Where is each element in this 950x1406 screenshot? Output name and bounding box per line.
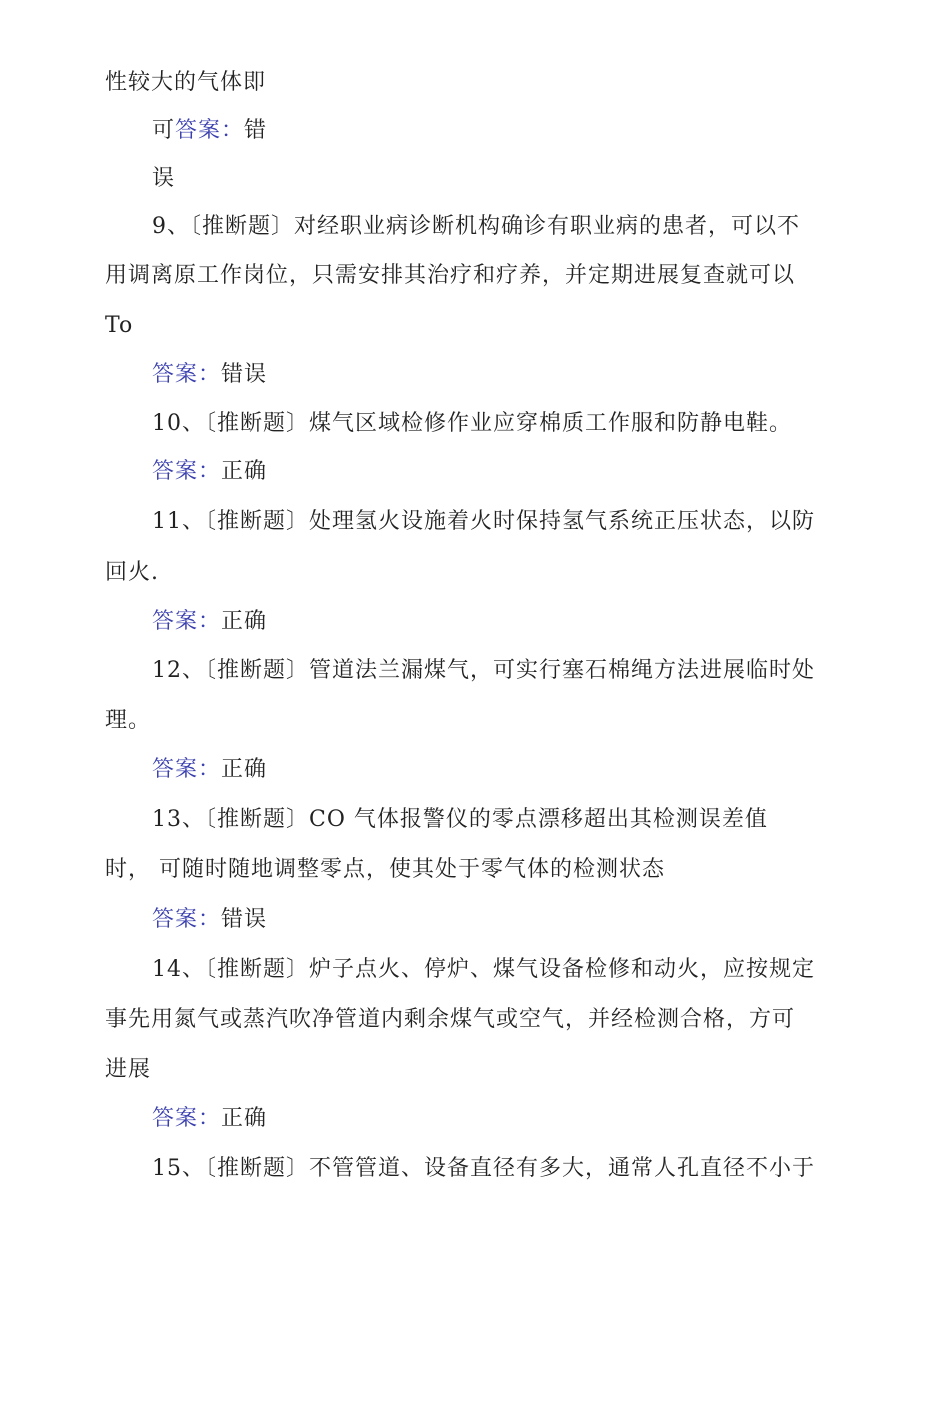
answer-label: 答案：	[175, 118, 245, 143]
answer-label: 答案：	[152, 1106, 222, 1131]
question-13-line-2: 时， 可随时随地调整零点，使其处于零气体的检测状态	[105, 857, 665, 882]
fragment-line-1: 性较大的气体即	[105, 70, 267, 95]
fragment-answer-line	[152, 116, 267, 146]
answer-value: 正确	[221, 1106, 268, 1131]
question-15-line-1: 15、〔推断题〕不管管道、设备直径有多大，通常人孔直径不小于	[152, 1156, 815, 1181]
question-9-line-2: 用调离原工作岗位，只需安排其治疗和疗养，并定期进展复查就可以	[105, 263, 796, 288]
question-11-answer	[152, 607, 267, 637]
fragment-line-3: 误	[152, 166, 176, 191]
question-12-line-2: 理。	[105, 708, 152, 733]
question-14-line-3: 进展	[105, 1057, 152, 1082]
answer-label: 答案：	[152, 362, 222, 387]
answer-value: 错误	[221, 362, 268, 387]
question-10-answer	[152, 457, 267, 487]
question-13-answer	[152, 905, 267, 935]
question-12-line-1: 12、〔推断题〕管道法兰漏煤气，可实行塞石棉绳方法进展临时处	[152, 658, 815, 683]
question-9-line-3: To	[105, 313, 134, 338]
answer-label: 答案：	[152, 907, 222, 932]
question-11-line-1: 11、〔推断题〕处理氢火设施着火时保持氢气系统正压状态，以防	[152, 509, 815, 534]
question-9-line-1: 9、〔推断题〕对经职业病诊断机构确诊有职业病的患者，可以不	[152, 214, 800, 239]
question-10-line-1: 10、〔推断题〕煤气区域检修作业应穿棉质工作服和防静电鞋。	[152, 411, 792, 436]
question-14-answer	[152, 1104, 267, 1134]
question-11-line-2: 回火.	[105, 560, 159, 585]
fragment-prefix: 可	[152, 118, 176, 143]
question-13-line-1: 13、〔推断题〕CO 气体报警仪的零点漂移超出其检测误差值	[152, 807, 768, 832]
question-14-line-1: 14、〔推断题〕炉子点火、停炉、煤气设备检修和动火，应按规定	[152, 957, 815, 982]
question-12-answer	[152, 755, 267, 785]
answer-value: 正确	[221, 609, 268, 634]
answer-label: 答案：	[152, 609, 222, 634]
answer-value: 错误	[221, 907, 268, 932]
answer-value: 正确	[221, 757, 268, 782]
question-9-answer	[152, 360, 267, 390]
question-14-line-2: 事先用氮气或蒸汽吹净管道内剩余煤气或空气，并经检测合格，方可	[105, 1007, 796, 1032]
answer-label: 答案：	[152, 459, 222, 484]
answer-label: 答案：	[152, 757, 222, 782]
answer-value: 错	[244, 118, 268, 143]
answer-value: 正确	[221, 459, 268, 484]
